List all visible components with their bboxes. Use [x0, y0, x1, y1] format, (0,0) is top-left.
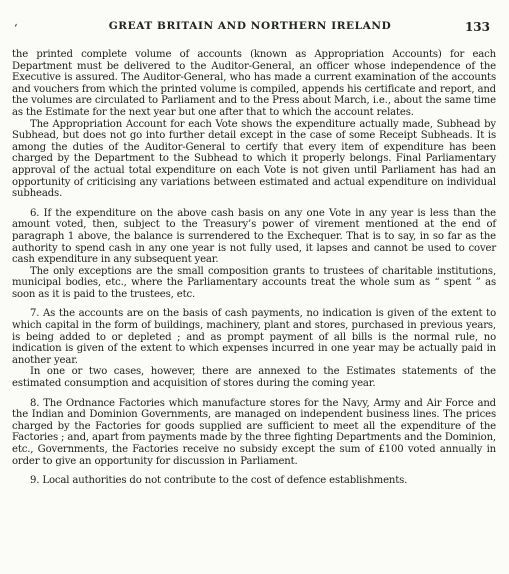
document-body — [12, 49, 496, 487]
paragraph-6: 6. If the expenditure on the above cash basis on any one Vote in any year is less than the amount voted, then, subject to the Treasury’s power of virement mentioned at the end of paragraph 1 above, the balance is surrendered to the Exchequer. That is to say, in so far as the authority to spend cash in any one year is not fully used, it lapses and cannot be used to cover cash expenditure in any subsequent year. — [12, 207, 496, 266]
header-left-mark: ‘ — [14, 22, 18, 35]
page-number: 133 — [464, 20, 490, 34]
paragraph-9: 9. Local authorities do not contribute to the cost of defence establishments. — [30, 475, 408, 487]
paragraph-7: 7. As the accounts are on the basis of cash payments, no indication is given of the extent to which capital in the form of buildings, machinery, plant and stores, purchased in previous years, is being added to or depleted ; and as prompt payment of all bills is the normal rule, no indication is given of the extent to which expenses incurred in one year may be actually paid in another year. — [12, 308, 496, 366]
paragraph-8: 8. The Ordnance Factories which manufacture stores for the Navy, Army and Air Force and the Indian and Dominion Governments, are managed on independent business lines. The prices charged by the Factories for goods supplied are sufficient to meet all the expenditure of the Factories ; and, apart from payments made by the three fighting Departments and the Dominion, etc., Governments, the Factories receive no subsidy except the sum of £100 voted annually in order to give an opportunity for discussion in Parliament. — [12, 397, 496, 467]
running-title: GREAT BRITAIN AND NORTHERN IRELAND — [108, 20, 392, 32]
paragraph-appropriation-account-vote: The Appropriation Account for each Vote shows the expenditure actually made, Subhead by Subhead, but does not go into further detail except in the case of some Receipt Subheads. It is among the duties of the Auditor-General to certify that every item of expenditure has been charged by the Department to the Subhead to which it properly belongs. Final Parliamentary approval of the actual total expenditure on each Vote is not given until Parliament has had an opportunity of criticising any variations between estimated and actual expenditure on individual subheads. — [12, 118, 496, 200]
paragraph-exceptions: The only exceptions are the small composition grants to trustees of charitable institutions, municipal bodies, etc., where the Parliamentary accounts treat the whole sum as “ spent ” as soon as it is paid to the trustees, etc. — [12, 265, 496, 300]
paragraph-appropriation-accounts: the printed complete volume of accounts (known as Appropriation Accounts) for each Department must be delivered to the Auditor-General, an officer whose independence of the Executive is assured. The Auditor-General, who has made a current examination of the accounts and vouchers from which the printed volume is compiled, appends his certificate and report, and the volumes are circulated to Parliament and to the Press about March, i.e., about the same time as the Estimate for the next year but one after that to which the account relates. — [12, 49, 496, 118]
paragraph-stores-statements: In one or two cases, however, there are annexed to the Estimates statements of the estimated consumption and acquisition of stores during the coming year. — [12, 366, 496, 390]
page-header — [10, 20, 490, 36]
